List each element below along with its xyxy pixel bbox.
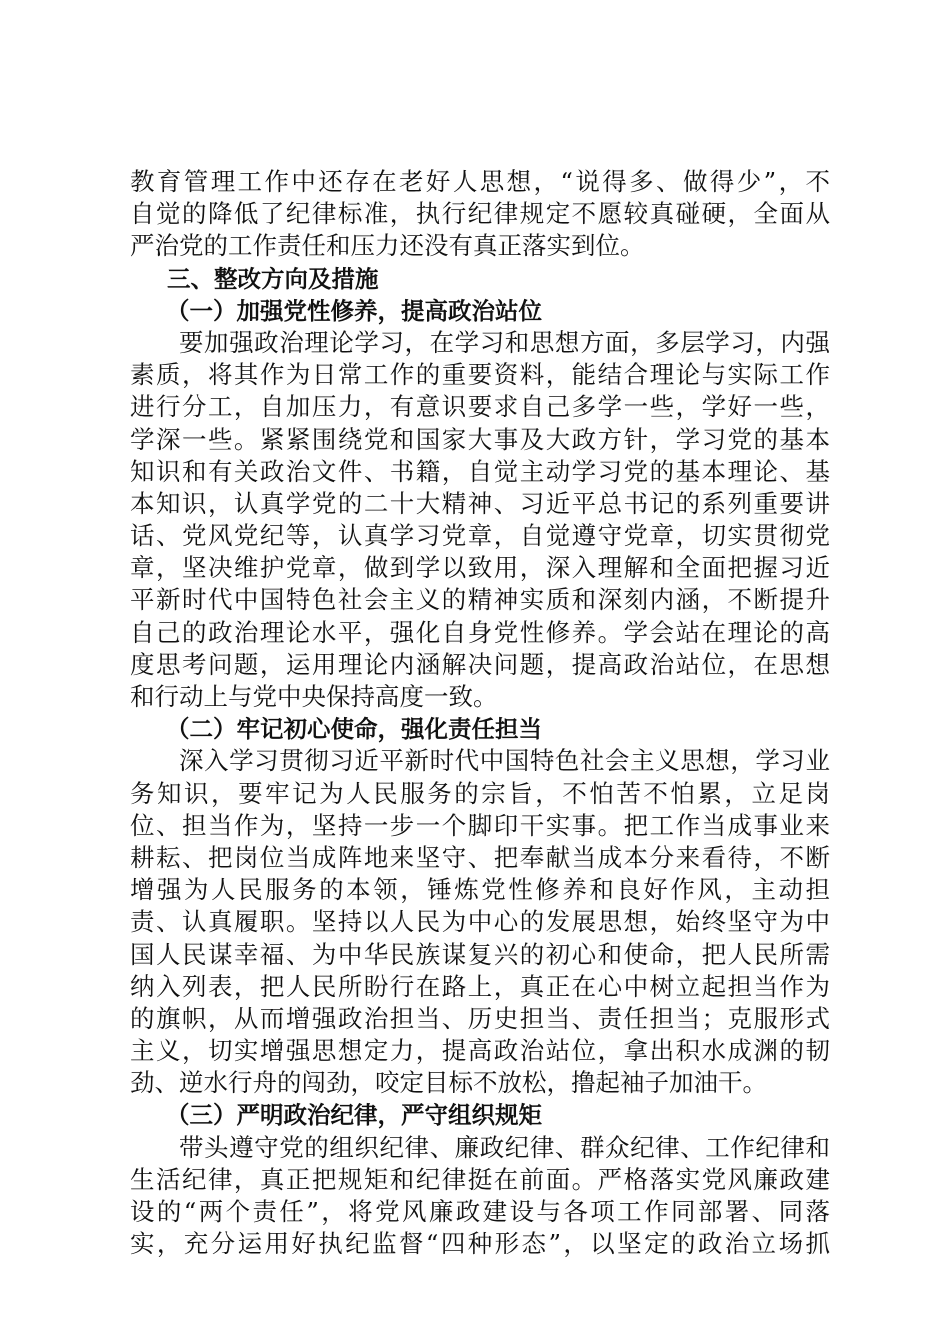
text-line: 学深一些。紧紧围绕党和国家大事及大政方针，学习党的基本 <box>130 424 830 454</box>
text-line: 带头遵守党的组织纪律、廉政纪律、群众纪律、工作纪律和 <box>179 1132 830 1162</box>
text-line: 和行动上与党中央保持高度一致。 <box>130 682 498 711</box>
text-line: 知识和有关政治文件、书籍，自觉主动学习党的基本理论、基 <box>130 456 830 486</box>
subsection-heading: （二）牢记初心使命，强化责任担当 <box>166 715 542 744</box>
text-line: 本知识，认真学党的二十大精神、习近平总书记的系列重要讲 <box>130 488 830 518</box>
text-line: 度思考问题，运用理论内涵解决问题，提高政治站位，在思想 <box>130 649 830 679</box>
subsection-heading: （三）严明政治纪律，严守组织规矩 <box>166 1101 542 1130</box>
text-line: 素质，将其作为日常工作的重要资料，能结合理论与实际工作 <box>130 360 830 390</box>
text-line: 的旗帜，从而增强政治担当、历史担当、责任担当；克服形式 <box>130 1003 830 1033</box>
text-line: 纳入列表，把人民所盼行在路上，真正在心中树立起担当作为 <box>130 971 830 1001</box>
section-heading: 三、整改方向及措施 <box>167 264 379 293</box>
text-line: 增强为人民服务的本领，锤炼党性修养和良好作风，主动担 <box>130 875 830 905</box>
text-line: 深入学习贯彻习近平新时代中国特色社会主义思想，学习业 <box>179 746 830 776</box>
text-line: 位、担当作为，坚持一步一个脚印干实事。把工作当成事业来 <box>130 810 830 840</box>
text-line: 平新时代中国特色社会主义的精神实质和深刻内涵，不断提升 <box>130 585 830 615</box>
text-line: 耕耘、把岗位当成阵地来坚守、把奉献当成本分来看待，不断 <box>130 842 830 872</box>
text-line: 设的“两个责任”，将党风廉政建设与各项工作同部署、同落 <box>130 1197 830 1226</box>
text-line: 要加强政治理论学习，在学习和思想方面，多层学习，内强 <box>179 327 830 357</box>
text-line: 主义，切实增强思想定力，提高政治站位，拿出积水成渊的韧 <box>130 1036 830 1066</box>
document-page <box>130 166 830 1260</box>
text-line: 自觉的降低了纪律标准，执行纪律规定不愿较真碰硬，全面从 <box>130 199 830 229</box>
text-line: 务知识，要牢记为人民服务的宗旨，不怕苦不怕累，立足岗 <box>130 778 830 808</box>
text-line: 劲、逆水行舟的闯劲，咬定目标不放松，撸起袖子加油干。 <box>130 1068 767 1098</box>
text-line: 话、党风党纪等，认真学习党章，自觉遵守党章，切实贯彻党 <box>130 521 830 551</box>
paragraph <box>130 1132 830 1261</box>
paragraph <box>130 327 830 713</box>
text-line: 章，坚决维护党章，做到学以致用，深入理解和全面把握习近 <box>130 553 830 583</box>
text-line: 实，充分运用好执纪监督“四种形态”，以坚定的政治立场抓 <box>130 1229 830 1259</box>
paragraph <box>130 745 830 1099</box>
text-line: 生活纪律，真正把规矩和纪律挺在前面。严格落实党风廉政建 <box>130 1164 830 1194</box>
paragraph <box>130 166 830 263</box>
text-line: 自己的政治理论水平，强化自身党性修养。学会站在理论的高 <box>130 617 830 647</box>
text-line: 严治党的工作责任和压力还没有真正落实到位。 <box>130 231 645 261</box>
text-line: 进行分工，自加压力，有意识要求自己多学一些，学好一些， <box>130 392 830 422</box>
text-line: 国人民谋幸福、为中华民族谋复兴的初心和使命，把人民所需 <box>130 939 830 969</box>
subsection-heading: （一）加强党性修养，提高政治站位 <box>166 296 542 325</box>
text-line: 教育管理工作中还存在老好人思想，“说得多、做得少”，不 <box>130 167 830 196</box>
text-line: 责、认真履职。坚持以人民为中心的发展思想，始终坚守为中 <box>130 907 830 937</box>
